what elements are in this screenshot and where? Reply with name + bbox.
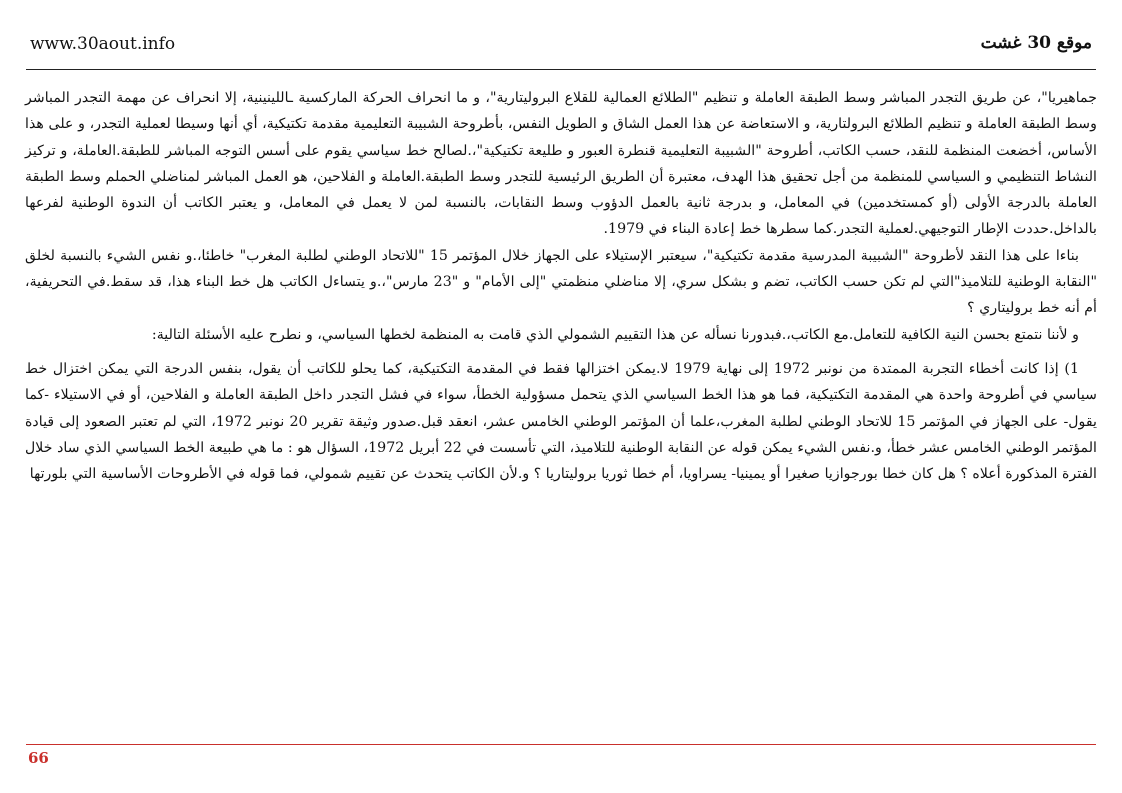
footer-divider [26,744,1096,745]
header-site-title: موقع 30 غشت [980,33,1092,53]
paragraph-3: و لأننا نتمتع بحسن النية الكافية للتعامل.مع الكاتب،.فبدورنا نسأله عن هذا التقييم الشمولي الذي قامت به المنظمة لخطها السياسي، و نطرح عليه الأسئلة التالية: [151,326,1079,343]
page-number: 66 [28,749,49,767]
header-site-url: www.30aout.info [30,34,176,54]
article-body [25,85,1097,487]
header-divider [26,69,1096,70]
paragraph-4: 1) إذا كانت أخطاء التجربة الممتدة من نونبر 1972 إلى نهاية 1979 لا.يمكن اختزالها فقط في المقدمة التكتيكية، كما يحلو للكاتب أن يقول، بنفس الدرجة التي يمكن اختزال خط سياسي في أطروحة واحدة هي المقدمة التكتيكية، فما هو هذا الخط السياسي الذي يتحمل مسؤولية الخطأ، سواء في فشل التجدر داخل الطبقة العاملة و الفلاحين، أو في الاستيلاء -كما يقول- على الجهاز في المؤتمر 15 للاتحاد الوطني لطلبة المغرب،علما أن المؤتمر الوطني الخامس عشر، انعقد قبل.صدور وثيقة تقرير 20 نونبر 1972، التي لم تعتبر الصعود إلى قيادة المؤتمر الوطني الخامس عشر خطأ، و.نفس الشيء يمكن قوله عن النقابة الوطنية للتلاميذ، التي تأسست في 22 أبريل 1972، السؤال هو : ما هي طبيعة الخط السياسي الذي ساد خلال الفترة المذكورة أعلاه ؟ هل كان خطا بورجوازيا صغيرا أو يمينيا- يسراويا، أم خطا ثوريا بروليتاريا ؟ و.لأن الكاتب يتحدث عن تقييم شمولي، فما قوله في الأطروحات الأساسية التي بلورتها [25,360,1098,483]
paragraph-2: بناءا على هذا النقد لأطروحة "الشبيبة المدرسية مقدمة تكتيكية"، سيعتبر الإستيلاء على الجهاز خلال المؤتمر 15 "للاتحاد الوطني لطلبة المغرب" خاطئا،.و نفس الشيء بالنسبة لخلق "النقابة الوطنية للتلاميذ"التي لم تكن حسب الكاتب، تضم و بشكل سري، إلا مناضلي منظمتي "إلى الأمام" و "23 مارس"،.و يتساءل الكاتب هل خط البناء هذا، قد سقط.في التحريفية، أم أنه خط بروليتاري ؟ [25,247,1097,317]
paragraph-1: جماهيريا"، عن طريق التجدر المباشر وسط الطبقة العاملة و تنظيم "الطلائع العمالية للقلاع البروليتارية"، و ما انحراف الحركة الماركسية ـاللينينية، إلا انحراف عن مهمة التجدر المباشر وسط الطبقة العاملة و تنظيم الطلائع البرولتارية، و الاستعاضة عن هذا العمل الشاق و الطويل النفس، بأطروحة الشبيبة التعليمية مقدمة تكتيكية، أي أنها وسيطا لعملية التجدر، و على هذا الأساس، أخضعت المنظمة للنقد، حسب الكاتب، أطروحة "الشبيبة التعليمية قنطرة العبور و طليعة تكتيكية"،.لصالح خط سياسي يقوم على أسس التوجه المباشر للطبقة.العاملة، و تركيز النشاط التنظيمي و السياسي للمنظمة من أجل تحقيق هذا الهدف، معتبرة أن الطريق الرئيسية للتجدر وسط الطبقة.العاملة و الفلاحين، هو العمل المباشر لمناضلي الحملم وسط الطبقة العاملة بالدرجة الأولى (أو كمستخدمين) في المعامل، و بدرجة ثانية بالعمل الدؤوب وسط النقابات، بالنسبة لمن لا يعمل في المعامل، و يعتبر الكاتب أن الندوة الوطنية لفرعها بالداخل.حددت الإطار التوجيهي.لعملية التجدر.كما سطرها خط إعادة البناء في 1979. [25,90,1097,238]
